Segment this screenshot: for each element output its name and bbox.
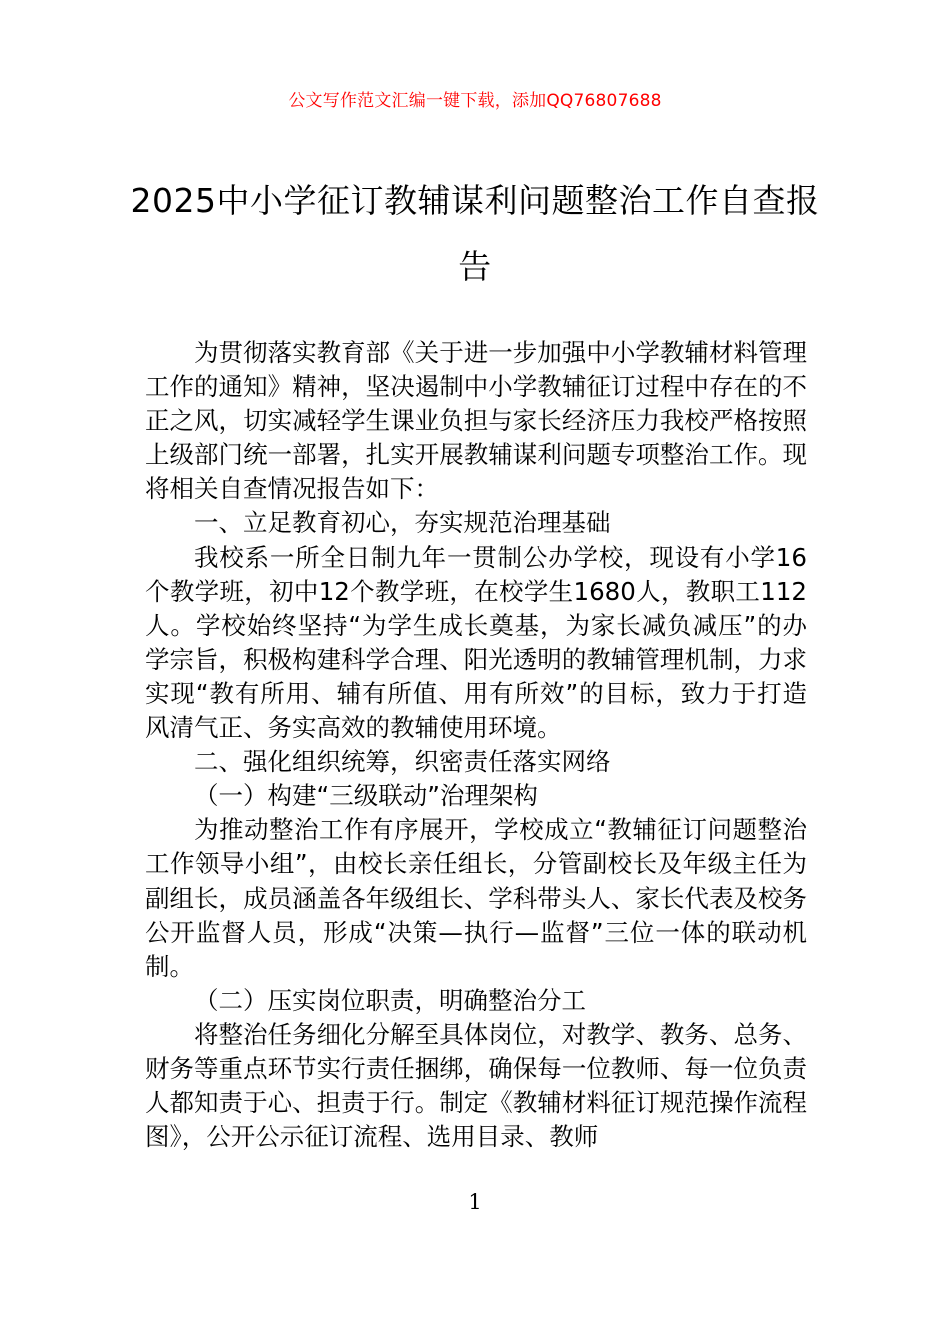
section-heading: 一、立足教育初心，夯实规范治理基础 xyxy=(194,508,611,538)
page-number: 1 xyxy=(468,1190,482,1214)
section-heading: 二、强化组织统筹，织密责任落实网络 xyxy=(194,747,611,777)
body-paragraph: 我校系一所全日制九年一贯制公办学校，现设有小学16个教学班，初中12个教学班，在校学生1680人，教职工112人。学校始终坚持“为学生成长奠基，为家长减负减压”的办学宗旨，积极构建科学合理、阳光透明的教辅管理机制，力求实现“教有所用、辅有所值、用有所效”的目标，致力于打造风清气正、务实高效的教辅使用环境。 xyxy=(145,542,807,743)
document-title: 2025中小学征订教辅谋利问题整治工作自查报告 xyxy=(130,181,820,286)
body-paragraph: 为贯彻落实教育部《关于进一步加强中小学教辅材料管理工作的通知》精神，坚决遏制中小学教辅征订过程中存在的不正之风，切实减轻学生课业负担与家长经济压力我校严格按照上级部门统一部署，扎实开展教辅谋利问题专项整治工作。现将相关自查情况报告如下： xyxy=(145,338,807,504)
subsection-heading: （二）压实岗位职责，明确整治分工 xyxy=(194,985,586,1015)
body-paragraph: 为推动整治工作有序展开，学校成立“教辅征订问题整治工作领导小组”，由校长亲任组长，分管副校长及年级主任为副组长，成员涵盖各年级组长、学科带头人、家长代表及校务公开监督人员，形成“决策—执行—监督”三位一体的联动机制。 xyxy=(145,815,807,981)
download-watermark: 公文写作范文汇编一键下载，添加QQ76807688 xyxy=(288,91,662,111)
subsection-heading: （一）构建“三级联动”治理架构 xyxy=(194,781,538,811)
body-paragraph: 将整治任务细化分解至具体岗位，对教学、教务、总务、财务等重点环节实行责任捆绑，确保每一位教师、每一位负责人都知责于心、担责于行。制定《教辅材料征订规范操作流程图》，公开公示征订流程、选用目录、教师 xyxy=(145,1019,807,1152)
document-body xyxy=(145,336,807,1154)
